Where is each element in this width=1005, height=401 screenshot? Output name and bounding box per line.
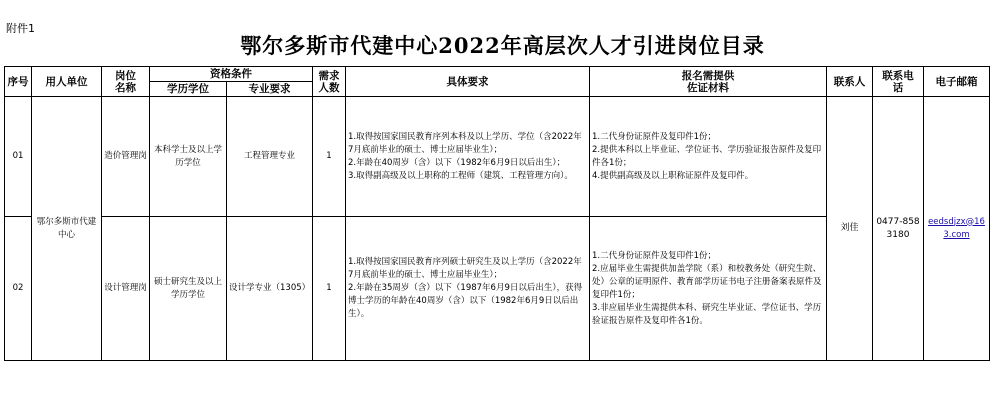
header-phone-line2: 话 [892, 81, 904, 94]
table-row [5, 97, 990, 217]
row-position: 造价管理岗 [102, 97, 150, 217]
header-materials-line2: 佐证材料 [687, 81, 729, 94]
requirement-item: 1.取得按国家国民教育序列硕士研究生及以上学历（含2022年7月底前毕业的硕士、博士应届毕业生）； [348, 257, 582, 280]
header-position-line2: 名称 [115, 81, 136, 94]
contact-email-link[interactable]: eedsdjzx@163.com [928, 216, 985, 240]
position-table [4, 66, 990, 361]
row-seq: 02 [5, 217, 32, 361]
header-position [102, 67, 150, 97]
material-item: 1.二代身份证原件及复印件1份； [592, 250, 717, 261]
material-item: 1.二代身份证原件及复印件1份； [592, 131, 717, 142]
row-materials [590, 217, 827, 361]
row-count: 1 [313, 97, 346, 217]
row-major: 工程管理专业 [227, 97, 313, 217]
header-employer: 用人单位 [32, 67, 102, 97]
material-item: 2.提供本科以上毕业证、学位证书、学历验证报告原件及复印件各1份； [592, 144, 822, 168]
row-major: 设计学专业（1305） [227, 217, 313, 361]
requirement-item: 2.年龄在40周岁（含）以下（1982年6月9日以后出生）； [348, 157, 566, 168]
row-requirements [346, 217, 590, 361]
employer-cell: 鄂尔多斯市代建中心 [32, 97, 102, 361]
row-position: 设计管理岗 [102, 217, 150, 361]
row-materials [590, 97, 827, 217]
row-education: 本科学士及以上学历学位 [150, 97, 227, 217]
header-materials-line1: 报名需提供 [681, 69, 735, 82]
row-education: 硕士研究生及以上学历学位 [150, 217, 227, 361]
requirement-item: 1.取得按国家国民教育序列本科及以上学历、学位（含2022年7月底前毕业的硕士、博士应届毕业生）； [348, 131, 582, 155]
header-count [313, 67, 346, 97]
header-phone-line1: 联系电 [882, 69, 914, 82]
header-major: 专业要求 [227, 82, 313, 97]
header-count-line1: 需求 [318, 69, 340, 82]
requirement-item: 3.取得副高级及以上职称的工程师（建筑、工程管理方向）。 [348, 170, 573, 181]
header-seq: 序号 [5, 67, 32, 97]
header-phone [873, 67, 924, 97]
header-count-line2: 人数 [318, 81, 340, 94]
attachment-label: 附件1 [6, 22, 35, 35]
header-requirements: 具体要求 [346, 67, 590, 97]
requirement-item: 2.年龄在35周岁（含）以下（1987年6月9日以后出生），获得博士学历的年龄在40周岁（含）以下（1982年6月9日以后出生）。 [348, 283, 583, 319]
header-contact: 联系人 [827, 67, 873, 97]
contact-person: 刘佳 [827, 97, 873, 361]
row-count: 1 [313, 217, 346, 361]
page-title: 鄂尔多斯市代建中心2022年高层次人才引进岗位目录 [240, 33, 765, 58]
material-item: 2.应届毕业生需提供加盖学院（系）和校教务处（研究生院、处）公章的证明原件、教育部学历证书电子注册备案表原件及复印件1份； [592, 263, 822, 300]
header-email: 电子邮箱 [924, 67, 990, 97]
row-seq: 01 [5, 97, 32, 217]
header-materials [590, 67, 827, 97]
material-item: 3.非应届毕业生需提供本科、研究生毕业证、学位证书、学历验证报告原件及复印件各1份。 [592, 302, 822, 326]
header-qualification: 资格条件 [150, 67, 313, 82]
contact-email-cell [924, 97, 990, 361]
header-position-line1: 岗位 [115, 69, 136, 82]
header-education: 学历学位 [150, 82, 227, 97]
contact-phone: 0477-8583180 [873, 97, 924, 361]
row-requirements [346, 97, 590, 217]
material-item: 4.提供副高级及以上职称证原件及复印件。 [592, 170, 754, 181]
